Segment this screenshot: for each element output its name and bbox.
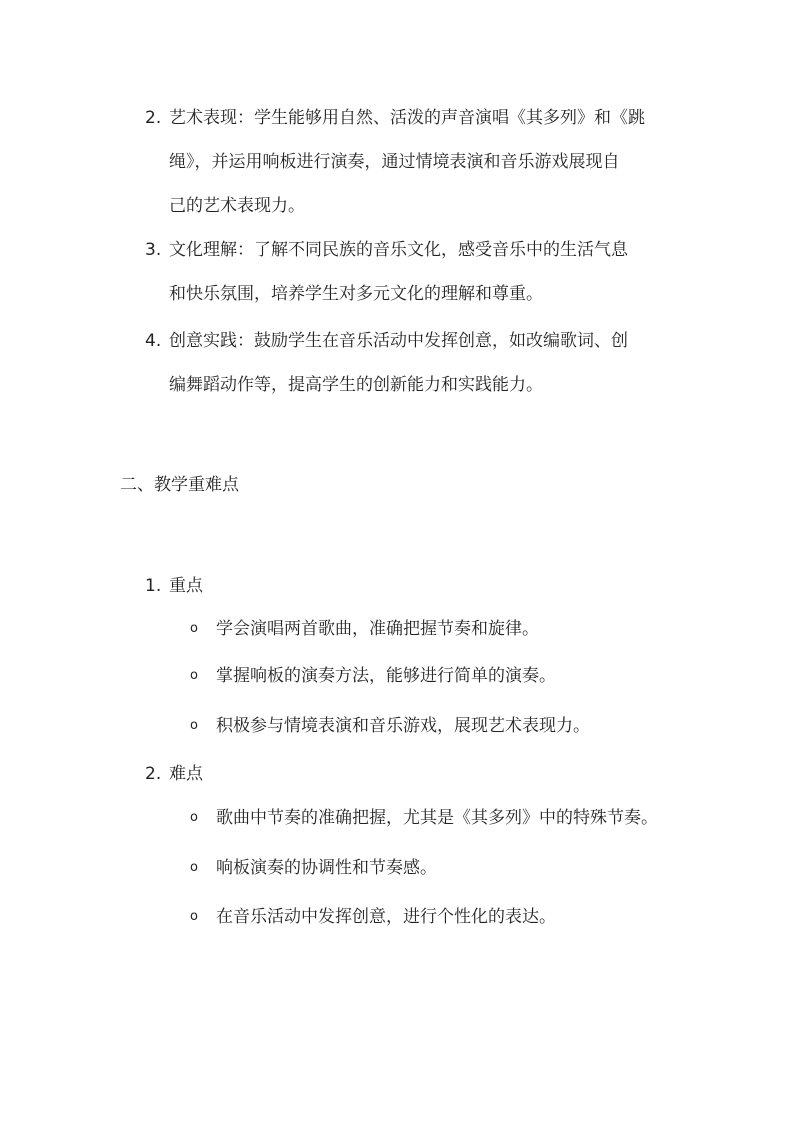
circle-bullet-icon: o [190,909,198,924]
list-number: 3. [145,240,162,260]
difficult-points-title: 难点 [169,764,203,784]
list-number: 1. [145,576,162,596]
circle-bullet-icon: o [190,621,198,636]
circle-bullet-icon: o [190,718,198,733]
section-heading: 二、教学重难点 [120,475,239,495]
key-points-title: 重点 [169,576,203,596]
circle-bullet-icon: o [190,810,198,825]
circle-bullet-icon: o [190,860,198,875]
list-item [190,661,556,691]
list-item [190,614,539,644]
list-number: 2. [145,764,162,784]
list-item-text: 响板演奏的协调性和节奏感。 [216,858,437,878]
list-item-text: 掌握响板的演奏方法，能够进行简单的演奏。 [216,666,556,686]
objective-text: 文化理解：了解不同民族的音乐文化，感受音乐中的生活气息 和快乐氛围，培养学生对多元文化的理解和尊重。 [169,240,628,304]
list-item [190,803,658,833]
objective-text: 艺术表现：学生能够用自然、活泼的声音演唱《其多列》和《跳 绳》，并运用响板进行演奏，通过情境表演和音乐游戏展现自 己的艺术表现力。 [169,108,645,216]
list-item [190,711,590,741]
list-item [190,853,437,883]
objective-text: 创意实践：鼓励学生在音乐活动中发挥创意，如改编歌词、创 编舞蹈动作等，提高学生的创新能力和实践能力。 [169,331,628,395]
list-number: 4. [145,331,162,351]
objective-item [145,228,685,316]
list-item-text: 在音乐活动中发挥创意，进行个性化的表达。 [216,907,556,927]
difficult-points-heading [145,759,203,789]
key-points-heading [145,571,203,601]
list-item [190,902,556,932]
objective-item [145,319,685,407]
circle-bullet-icon: o [190,668,198,683]
list-item-text: 学会演唱两首歌曲，准确把握节奏和旋律。 [216,619,539,639]
list-item-text: 积极参与情境表演和音乐游戏，展现艺术表现力。 [216,716,590,736]
objective-item [145,96,685,228]
list-number: 2. [145,108,162,128]
list-item-text: 歌曲中节奏的准确把握，尤其是《其多列》中的特殊节奏。 [216,808,658,828]
